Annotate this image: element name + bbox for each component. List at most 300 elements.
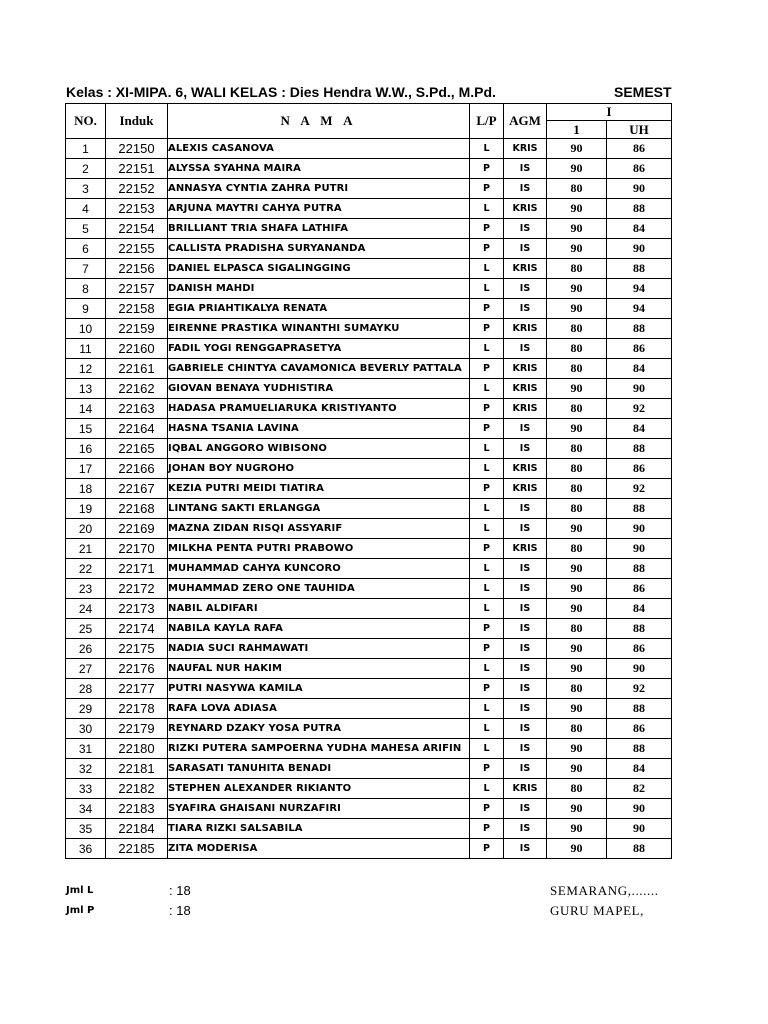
cell-score-uh: 88 <box>607 499 672 519</box>
cell-score-uh: 90 <box>607 659 672 679</box>
cell-score-1: 80 <box>547 439 607 459</box>
cell-score-1: 90 <box>547 159 607 179</box>
cell-student-name: REYNARD DZAKY YOSA PUTRA <box>168 719 470 739</box>
cell-student-name: SYAFIRA GHAISANI NURZAFIRI <box>168 799 470 819</box>
cell-religion: KRIS <box>504 779 547 799</box>
cell-student-name: NAUFAL NUR HAKIM <box>168 659 470 679</box>
cell-induk: 22160 <box>106 339 168 359</box>
cell-gender: L <box>470 599 504 619</box>
student-grade-table <box>65 103 672 859</box>
cell-score-uh: 84 <box>607 759 672 779</box>
cell-induk: 22178 <box>106 699 168 719</box>
cell-gender: L <box>470 439 504 459</box>
cell-no: 11 <box>66 339 106 359</box>
cell-religion: IS <box>504 299 547 319</box>
table-row <box>66 199 672 219</box>
table-row <box>66 599 672 619</box>
cell-no: 31 <box>66 739 106 759</box>
cell-induk: 22153 <box>106 199 168 219</box>
cell-induk: 22185 <box>106 839 168 859</box>
table-row <box>66 439 672 459</box>
cell-score-uh: 88 <box>607 259 672 279</box>
cell-no: 19 <box>66 499 106 519</box>
cell-no: 27 <box>66 659 106 679</box>
cell-score-1: 80 <box>547 339 607 359</box>
cell-religion: KRIS <box>504 359 547 379</box>
cell-induk: 22168 <box>106 499 168 519</box>
cell-score-uh: 84 <box>607 599 672 619</box>
table-row <box>66 799 672 819</box>
page-header <box>66 84 768 104</box>
table-row <box>66 679 672 699</box>
cell-religion: IS <box>504 499 547 519</box>
cell-religion: KRIS <box>504 539 547 559</box>
cell-gender: L <box>470 519 504 539</box>
cell-gender: L <box>470 719 504 739</box>
cell-gender: L <box>470 659 504 679</box>
cell-no: 33 <box>66 779 106 799</box>
cell-induk: 22171 <box>106 559 168 579</box>
cell-induk: 22183 <box>106 799 168 819</box>
cell-religion: KRIS <box>504 199 547 219</box>
cell-student-name: GABRIELE CHINTYA CAVAMONICA BEVERLY PATTALA <box>168 359 470 379</box>
cell-gender: P <box>470 419 504 439</box>
cell-score-1: 90 <box>547 639 607 659</box>
table-row <box>66 559 672 579</box>
jml-l-value: : 18 <box>169 883 191 898</box>
cell-gender: P <box>470 319 504 339</box>
cell-induk: 22151 <box>106 159 168 179</box>
cell-induk: 22166 <box>106 459 168 479</box>
cell-no: 7 <box>66 259 106 279</box>
cell-no: 6 <box>66 239 106 259</box>
cell-religion: IS <box>504 659 547 679</box>
cell-student-name: EIRENNE PRASTIKA WINANTHI SUMAYKU <box>168 319 470 339</box>
cell-score-1: 90 <box>547 659 607 679</box>
cell-no: 15 <box>66 419 106 439</box>
cell-induk: 22154 <box>106 219 168 239</box>
cell-no: 12 <box>66 359 106 379</box>
table-row <box>66 819 672 839</box>
cell-no: 1 <box>66 139 106 159</box>
cell-induk: 22170 <box>106 539 168 559</box>
cell-gender: L <box>470 379 504 399</box>
cell-gender: P <box>470 179 504 199</box>
cell-religion: IS <box>504 699 547 719</box>
cell-score-uh: 90 <box>607 519 672 539</box>
cell-religion: IS <box>504 679 547 699</box>
cell-score-1: 90 <box>547 139 607 159</box>
cell-gender: L <box>470 339 504 359</box>
cell-religion: KRIS <box>504 379 547 399</box>
cell-score-1: 80 <box>547 319 607 339</box>
table-row <box>66 539 672 559</box>
cell-score-uh: 86 <box>607 459 672 479</box>
jml-p-value: : 18 <box>169 903 191 918</box>
cell-score-1: 90 <box>547 839 607 859</box>
cell-student-name: ANNASYA CYNTIA ZAHRA PUTRI <box>168 179 470 199</box>
cell-induk: 22158 <box>106 299 168 319</box>
cell-no: 14 <box>66 399 106 419</box>
cell-no: 36 <box>66 839 106 859</box>
cell-score-uh: 84 <box>607 219 672 239</box>
cell-score-uh: 88 <box>607 199 672 219</box>
cell-student-name: FADIL YOGI RENGGAPRASETYA <box>168 339 470 359</box>
cell-religion: KRIS <box>504 399 547 419</box>
table-row <box>66 299 672 319</box>
cell-no: 29 <box>66 699 106 719</box>
cell-score-1: 80 <box>547 539 607 559</box>
cell-religion: IS <box>504 759 547 779</box>
cell-induk: 22184 <box>106 819 168 839</box>
cell-student-name: CALLISTA PRADISHA SURYANANDA <box>168 239 470 259</box>
cell-no: 25 <box>66 619 106 639</box>
table-row <box>66 579 672 599</box>
cell-student-name: EGIA PRIAHTIKALYA RENATA <box>168 299 470 319</box>
cell-no: 22 <box>66 559 106 579</box>
cell-gender: P <box>470 839 504 859</box>
cell-no: 13 <box>66 379 106 399</box>
cell-religion: IS <box>504 419 547 439</box>
cell-gender: P <box>470 619 504 639</box>
cell-no: 18 <box>66 479 106 499</box>
cell-gender: L <box>470 259 504 279</box>
cell-induk: 22159 <box>106 319 168 339</box>
cell-induk: 22155 <box>106 239 168 259</box>
cell-score-uh: 84 <box>607 359 672 379</box>
cell-student-name: ALYSSA SYAHNA MAIRA <box>168 159 470 179</box>
cell-student-name: NADIA SUCI RAHMAWATI <box>168 639 470 659</box>
cell-induk: 22181 <box>106 759 168 779</box>
cell-religion: IS <box>504 439 547 459</box>
cell-no: 23 <box>66 579 106 599</box>
class-info: Kelas : XI-MIPA. 6, WALI KELAS : Dies Hendra W.W., S.Pd., M.Pd. <box>66 84 496 100</box>
cell-score-1: 90 <box>547 379 607 399</box>
cell-score-uh: 90 <box>607 799 672 819</box>
cell-student-name: ALEXIS CASANOVA <box>168 139 470 159</box>
cell-score-uh: 90 <box>607 239 672 259</box>
cell-score-1: 80 <box>547 479 607 499</box>
table-row <box>66 519 672 539</box>
cell-student-name: RAFA LOVA ADIASA <box>168 699 470 719</box>
cell-score-uh: 88 <box>607 559 672 579</box>
header-nama: N A M A <box>168 104 470 139</box>
cell-student-name: MAZNA ZIDAN RISQI ASSYARIF <box>168 519 470 539</box>
cell-student-name: RIZKI PUTERA SAMPOERNA YUDHA MAHESA ARIFIN <box>168 739 470 759</box>
cell-score-uh: 86 <box>607 159 672 179</box>
table-row <box>66 479 672 499</box>
cell-induk: 22161 <box>106 359 168 379</box>
cell-no: 16 <box>66 439 106 459</box>
cell-induk: 22176 <box>106 659 168 679</box>
cell-student-name: ZITA MODERISA <box>168 839 470 859</box>
cell-score-1: 90 <box>547 199 607 219</box>
cell-gender: P <box>470 679 504 699</box>
cell-gender: L <box>470 499 504 519</box>
cell-student-name: SARASATI TANUHITA BENADI <box>168 759 470 779</box>
cell-score-1: 90 <box>547 799 607 819</box>
cell-induk: 22182 <box>106 779 168 799</box>
cell-religion: KRIS <box>504 479 547 499</box>
cell-student-name: NABIL ALDIFARI <box>168 599 470 619</box>
cell-religion: IS <box>504 839 547 859</box>
table-row <box>66 619 672 639</box>
table-row <box>66 759 672 779</box>
cell-student-name: BRILLIANT TRIA SHAFA LATHIFA <box>168 219 470 239</box>
cell-score-uh: 82 <box>607 779 672 799</box>
cell-score-1: 90 <box>547 419 607 439</box>
table-row <box>66 639 672 659</box>
cell-score-1: 80 <box>547 179 607 199</box>
cell-score-uh: 94 <box>607 279 672 299</box>
table-row <box>66 419 672 439</box>
cell-induk: 22174 <box>106 619 168 639</box>
cell-gender: L <box>470 699 504 719</box>
cell-religion: IS <box>504 159 547 179</box>
cell-induk: 22180 <box>106 739 168 759</box>
cell-student-name: MILKHA PENTA PUTRI PRABOWO <box>168 539 470 559</box>
cell-student-name: IQBAL ANGGORO WIBISONO <box>168 439 470 459</box>
cell-religion: KRIS <box>504 459 547 479</box>
cell-gender: P <box>470 399 504 419</box>
cell-student-name: NABILA KAYLA RAFA <box>168 619 470 639</box>
cell-induk: 22150 <box>106 139 168 159</box>
cell-student-name: DANIEL ELPASCA SIGALINGGING <box>168 259 470 279</box>
cell-no: 21 <box>66 539 106 559</box>
cell-gender: P <box>470 639 504 659</box>
table-row <box>66 399 672 419</box>
cell-student-name: DANISH MAHDI <box>168 279 470 299</box>
cell-score-1: 90 <box>547 279 607 299</box>
cell-induk: 22164 <box>106 419 168 439</box>
cell-gender: L <box>470 579 504 599</box>
cell-student-name: HASNA TSANIA LAVINA <box>168 419 470 439</box>
header-no: NO. <box>66 104 106 139</box>
cell-gender: L <box>470 279 504 299</box>
cell-score-1: 80 <box>547 779 607 799</box>
cell-gender: P <box>470 159 504 179</box>
cell-no: 2 <box>66 159 106 179</box>
cell-induk: 22152 <box>106 179 168 199</box>
header-sub-uh: UH <box>607 121 672 139</box>
table-row <box>66 279 672 299</box>
table-row <box>66 499 672 519</box>
cell-score-1: 90 <box>547 559 607 579</box>
cell-religion: IS <box>504 519 547 539</box>
cell-score-uh: 90 <box>607 819 672 839</box>
cell-score-1: 80 <box>547 679 607 699</box>
table-row <box>66 239 672 259</box>
cell-no: 30 <box>66 719 106 739</box>
cell-student-name: JOHAN BOY NUGROHO <box>168 459 470 479</box>
cell-no: 8 <box>66 279 106 299</box>
cell-religion: IS <box>504 579 547 599</box>
cell-score-uh: 90 <box>607 179 672 199</box>
cell-religion: IS <box>504 799 547 819</box>
cell-gender: L <box>470 199 504 219</box>
cell-student-name: HADASA PRAMUELIARUKA KRISTIYANTO <box>168 399 470 419</box>
cell-student-name: MUHAMMAD ZERO ONE TAUHIDA <box>168 579 470 599</box>
cell-score-uh: 84 <box>607 419 672 439</box>
cell-no: 28 <box>66 679 106 699</box>
cell-gender: L <box>470 779 504 799</box>
cell-score-uh: 88 <box>607 439 672 459</box>
cell-score-1: 90 <box>547 299 607 319</box>
cell-score-uh: 86 <box>607 579 672 599</box>
table-row <box>66 379 672 399</box>
cell-score-1: 80 <box>547 499 607 519</box>
cell-score-uh: 86 <box>607 639 672 659</box>
cell-induk: 22167 <box>106 479 168 499</box>
cell-score-uh: 90 <box>607 539 672 559</box>
cell-student-name: TIARA RIZKI SALSABILA <box>168 819 470 839</box>
cell-induk: 22175 <box>106 639 168 659</box>
table-row <box>66 159 672 179</box>
cell-induk: 22162 <box>106 379 168 399</box>
cell-religion: IS <box>504 339 547 359</box>
cell-score-1: 90 <box>547 599 607 619</box>
table-row <box>66 719 672 739</box>
cell-induk: 22163 <box>106 399 168 419</box>
cell-induk: 22157 <box>106 279 168 299</box>
cell-religion: IS <box>504 559 547 579</box>
header-induk: Induk <box>106 104 168 139</box>
cell-no: 26 <box>66 639 106 659</box>
table-row <box>66 739 672 759</box>
cell-score-uh: 86 <box>607 339 672 359</box>
cell-score-1: 80 <box>547 459 607 479</box>
cell-no: 3 <box>66 179 106 199</box>
cell-student-name: KEZIA PUTRI MEIDI TIATIRA <box>168 479 470 499</box>
cell-religion: IS <box>504 719 547 739</box>
cell-gender: P <box>470 239 504 259</box>
cell-score-uh: 88 <box>607 739 672 759</box>
cell-religion: IS <box>504 639 547 659</box>
cell-no: 10 <box>66 319 106 339</box>
cell-score-1: 90 <box>547 819 607 839</box>
table-row <box>66 219 672 239</box>
cell-religion: IS <box>504 739 547 759</box>
cell-gender: P <box>470 799 504 819</box>
cell-religion: IS <box>504 179 547 199</box>
cell-score-1: 80 <box>547 619 607 639</box>
cell-score-uh: 92 <box>607 679 672 699</box>
cell-religion: KRIS <box>504 319 547 339</box>
cell-religion: IS <box>504 279 547 299</box>
cell-student-name: LINTANG SAKTI ERLANGGA <box>168 499 470 519</box>
cell-student-name: MUHAMMAD CAHYA KUNCORO <box>168 559 470 579</box>
cell-score-uh: 88 <box>607 619 672 639</box>
cell-gender: P <box>470 219 504 239</box>
header-lp: L/P <box>470 104 504 139</box>
cell-gender: P <box>470 299 504 319</box>
cell-score-1: 90 <box>547 759 607 779</box>
cell-score-uh: 86 <box>607 139 672 159</box>
cell-score-uh: 88 <box>607 699 672 719</box>
cell-gender: P <box>470 759 504 779</box>
cell-student-name: GIOVAN BENAYA YUDHISTIRA <box>168 379 470 399</box>
cell-gender: P <box>470 359 504 379</box>
cell-gender: L <box>470 139 504 159</box>
cell-gender: P <box>470 539 504 559</box>
cell-no: 9 <box>66 299 106 319</box>
table-row <box>66 179 672 199</box>
jml-p-label: Jml P <box>66 905 95 916</box>
cell-gender: P <box>470 819 504 839</box>
cell-student-name: ARJUNA MAYTRI CAHYA PUTRA <box>168 199 470 219</box>
header-semester-group: I <box>547 104 672 121</box>
cell-no: 5 <box>66 219 106 239</box>
cell-no: 32 <box>66 759 106 779</box>
table-row <box>66 319 672 339</box>
cell-gender: L <box>470 739 504 759</box>
cell-religion: IS <box>504 219 547 239</box>
cell-induk: 22173 <box>106 599 168 619</box>
cell-score-uh: 88 <box>607 319 672 339</box>
cell-no: 4 <box>66 199 106 219</box>
cell-score-uh: 92 <box>607 479 672 499</box>
cell-score-1: 90 <box>547 579 607 599</box>
cell-score-1: 90 <box>547 219 607 239</box>
cell-score-uh: 88 <box>607 839 672 859</box>
cell-induk: 22165 <box>106 439 168 459</box>
cell-religion: IS <box>504 819 547 839</box>
cell-score-1: 90 <box>547 739 607 759</box>
table-row <box>66 659 672 679</box>
jml-l-label: Jml L <box>66 885 94 896</box>
cell-score-1: 90 <box>547 699 607 719</box>
cell-score-1: 80 <box>547 719 607 739</box>
cell-no: 17 <box>66 459 106 479</box>
cell-religion: KRIS <box>504 139 547 159</box>
city-date: SEMARANG,....... <box>550 883 659 898</box>
cell-religion: IS <box>504 239 547 259</box>
cell-score-uh: 94 <box>607 299 672 319</box>
table-row <box>66 699 672 719</box>
table-row <box>66 359 672 379</box>
table-row <box>66 259 672 279</box>
header-sub-1: 1 <box>547 121 607 139</box>
table-body <box>66 139 672 859</box>
cell-no: 34 <box>66 799 106 819</box>
cell-score-1: 80 <box>547 259 607 279</box>
table-row <box>66 779 672 799</box>
cell-student-name: STEPHEN ALEXANDER RIKIANTO <box>168 779 470 799</box>
cell-religion: IS <box>504 619 547 639</box>
cell-no: 24 <box>66 599 106 619</box>
cell-induk: 22169 <box>106 519 168 539</box>
table-row <box>66 339 672 359</box>
cell-no: 35 <box>66 819 106 839</box>
cell-score-1: 80 <box>547 399 607 419</box>
cell-score-uh: 90 <box>607 379 672 399</box>
cell-gender: P <box>470 479 504 499</box>
cell-religion: KRIS <box>504 259 547 279</box>
table-row <box>66 459 672 479</box>
cell-induk: 22156 <box>106 259 168 279</box>
cell-score-1: 80 <box>547 359 607 379</box>
cell-score-1: 90 <box>547 519 607 539</box>
header-agm: AGM <box>504 104 547 139</box>
table-row <box>66 839 672 859</box>
cell-gender: L <box>470 459 504 479</box>
cell-score-1: 90 <box>547 239 607 259</box>
cell-induk: 22172 <box>106 579 168 599</box>
cell-induk: 22177 <box>106 679 168 699</box>
cell-induk: 22179 <box>106 719 168 739</box>
cell-score-uh: 92 <box>607 399 672 419</box>
cell-score-uh: 86 <box>607 719 672 739</box>
